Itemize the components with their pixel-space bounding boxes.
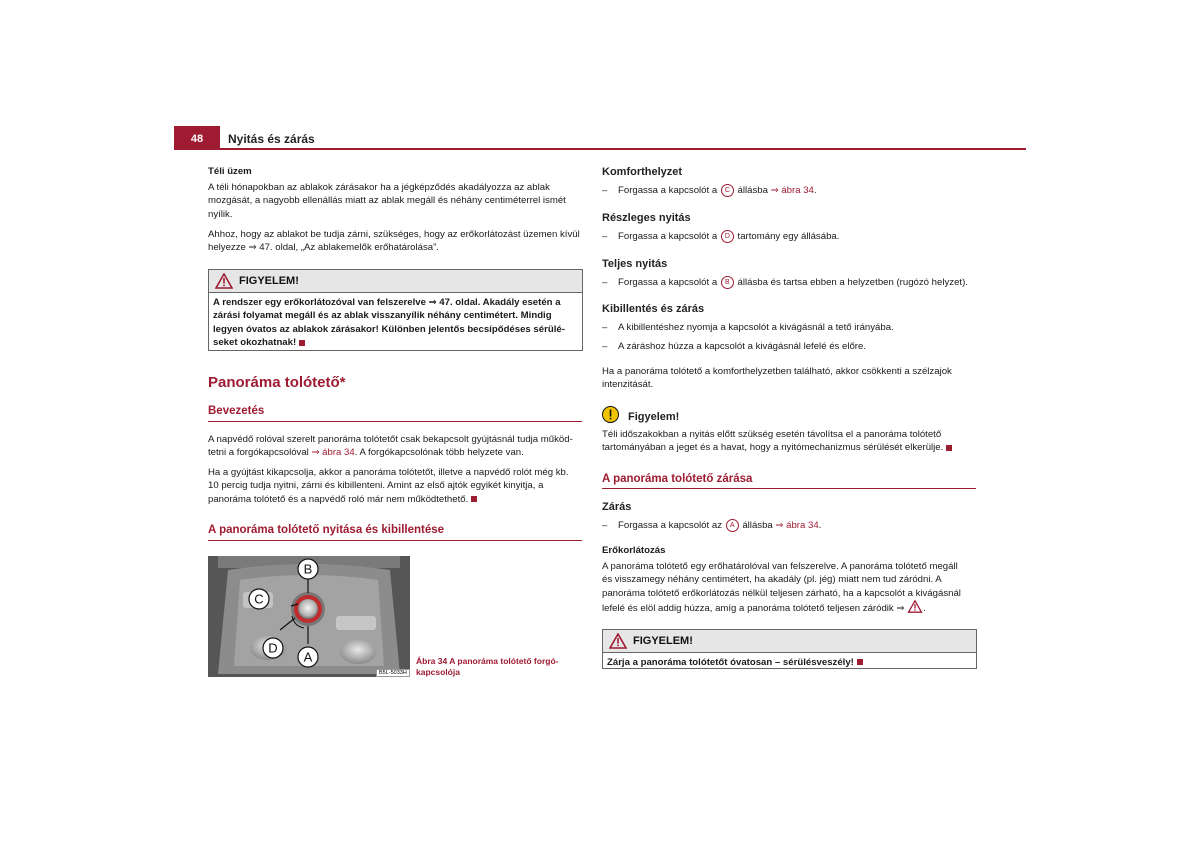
warning-label: FIGYELEM! [633, 635, 693, 647]
zaras-heading: Zárás [602, 501, 632, 513]
text-line: Téli időszakokban a nyitás előtt szükség esetén távolítsa el a panoráma tolótető [602, 429, 942, 440]
caution-label: Figyelem! [628, 411, 680, 423]
text-line: panoráma tolótető és a napvédő roló már nem működtethető. [208, 493, 469, 505]
end-square-icon [299, 340, 305, 346]
text-line: A napvédő rolóval szerelt panoráma tolótetőt csak bekapcsolt gyújtásnál tudja működ- [208, 434, 573, 445]
erokorlatozas-heading: Erőkorlátozás [602, 545, 666, 556]
warning-box [602, 629, 977, 669]
warning-triangle-icon [907, 600, 923, 613]
text-line: és visszamegy néhány centimétert, ha akadály (pl. jég) miatt nem tud záródni. A [602, 574, 942, 586]
text-line: lefelé és elöl addig húzza, amíg a panoráma tolótető teljesen záródik ⇒ [602, 603, 905, 615]
komfort-note [602, 365, 952, 392]
heading-rule [208, 421, 582, 422]
dash: – [602, 341, 608, 352]
instruction-row [602, 519, 982, 533]
position-a-icon: A [726, 519, 739, 532]
dash: – [602, 185, 608, 196]
heading-rule [208, 540, 582, 541]
caution-text [602, 428, 952, 455]
text-line: tartomány egy állásába. [737, 231, 840, 243]
switch-figure [208, 556, 410, 677]
chapter-title: Nyitás és zárás [228, 132, 315, 146]
figure-caption [416, 656, 576, 678]
nyitas-heading: A panoráma tolótető nyitása és kibillentése [208, 524, 445, 536]
warning-text [603, 653, 976, 672]
text-line: mozgását, a nagyobb ellenállás miatt az ablak megáll és néhány centiméterrel ismét [208, 195, 566, 207]
reszleges-nyitas-heading: Részleges nyitás [602, 212, 691, 224]
text-line: A záráshoz húzza a kapcsolót a kivágásnál lefelé és előre. [618, 341, 866, 352]
label-a: A [303, 649, 313, 665]
figure-reference-link[interactable]: ⇒ ábra 34 [311, 447, 355, 459]
end-square-icon [946, 445, 952, 451]
instruction-row [602, 184, 982, 198]
text-line: Ha a gyújtást kikapcsolja, akkor a panoráma tolótetőt, illetve a napvédő rolót még kb. [208, 467, 569, 478]
warning-triangle-icon [609, 633, 627, 649]
text-line: . [818, 520, 822, 532]
teljes-nyitas-heading: Teljes nyitás [602, 258, 668, 270]
header-rule [174, 148, 1026, 150]
rotary-switch-illustration [208, 556, 410, 677]
figure-reference-link[interactable]: ⇒ ábra 34 [770, 185, 814, 197]
text-line: nyílik. [208, 208, 233, 220]
text-line: . [923, 603, 926, 615]
instruction-row [602, 230, 982, 244]
end-square-icon [471, 496, 477, 502]
text-line: Ha a panoráma tolótető a komforthelyzetben található, akkor csökkenti a szélzajok [602, 366, 952, 377]
text-line: Forgassa a kapcsolót a [618, 185, 718, 197]
position-c-icon: C [721, 184, 734, 197]
text-line: tetni a forgókapcsolóval [208, 447, 312, 459]
figure-reference-link[interactable]: ⇒ ábra 34 [775, 520, 819, 532]
position-d-icon: D [721, 230, 734, 243]
teli-paragraph-1 [208, 181, 566, 221]
label-b: B [303, 561, 313, 577]
text-line: . A forgókapcsolónak több helyzete van. [354, 447, 524, 459]
text-line: Ahhoz, hogy az ablakot be tudja zárni, szükséges, hogy az erőkorlátozást üzemen kívül [208, 229, 580, 240]
dash: – [602, 277, 608, 288]
position-b-icon: B [721, 276, 734, 289]
dash: – [602, 231, 608, 242]
erokorlatozas-text [602, 560, 961, 616]
text-line: . [813, 185, 817, 197]
text-line: helyezze [208, 242, 249, 254]
instruction-row [602, 276, 982, 290]
text-line: állásba [742, 520, 773, 532]
text-line: zárási folyamat megáll és az ablak visszanyílik néhány centimétert. Mindig [213, 310, 552, 322]
text-line: Forgassa a kapcsolót a [618, 231, 718, 243]
teli-paragraph-2 [208, 228, 580, 255]
warning-header [209, 270, 582, 293]
teli-uzem-heading: Téli üzem [208, 166, 252, 177]
text-line: panoráma tolótető erőkorlátozás nélkül teljesen zárható, ha a kapcsolót a kivágásnál [602, 587, 961, 599]
text-line: A rendszer egy erőkorlátozóval van felszerelve ⇒ 47. oldal. Akadály esetén a [213, 297, 561, 308]
text-line: seket okozhatnak! [213, 337, 297, 349]
kibillentes-heading: Kibillentés és zárás [602, 303, 705, 315]
text-line: 10 percig tudja nyitni, zárni és kibillenteni. Amint az első ajtók egyikét kinyitja, a [208, 480, 544, 492]
text-line: A kibillentéshez nyomja a kapcsolót a kivágásnál a tető irányába. [618, 322, 894, 333]
text-line: legyen óvatos az ablakok zárásakor! Különben jelentős becsípődéses sérülé- [213, 323, 565, 335]
text-line: tartományában a jeget és a havat, hogy a nyitómechanizmus sérülését elkerülje. [602, 442, 944, 454]
instruction-row [602, 340, 982, 354]
warning-header [603, 630, 976, 653]
end-square-icon [857, 659, 863, 665]
section-heading: Panoráma tolótető* [208, 374, 346, 391]
label-c: C [254, 591, 264, 607]
text-line: állásba [737, 185, 768, 197]
instruction-row [602, 321, 982, 335]
caution-icon [602, 406, 619, 423]
label-d: D [268, 640, 278, 656]
page-reference-link[interactable]: ⇒ 47. oldal, „Az ablakemelők erőhatárolása”. [248, 242, 439, 254]
page-number: 48 [174, 126, 220, 148]
bevezetes-heading: Bevezetés [208, 405, 265, 417]
heading-rule [602, 488, 976, 489]
text-line: Ábra 34 A panoráma tolótető forgó- [416, 656, 559, 666]
text-line: Forgassa a kapcsolót a [618, 277, 718, 289]
text-line: A téli hónapokban az ablakok zárásakor ha a jégképződés akadályozza az ablak [208, 182, 550, 193]
bevezetes-paragraph-1 [208, 433, 573, 460]
text-line: kapcsolója [416, 667, 460, 677]
text-line: állásba és tartsa ebben a helyzetben (rugózó helyzet). [737, 277, 968, 289]
komforthelyzet-heading: Komforthelyzet [602, 166, 683, 178]
warning-triangle-icon [215, 273, 233, 289]
zarasa-heading: A panoráma tolótető zárása [602, 473, 753, 485]
warning-box [208, 269, 583, 351]
figure-code: B5L-5033H [376, 669, 410, 677]
text-line: Zárja a panoráma tolótetőt óvatosan – sérülésveszély! [607, 657, 854, 668]
text-line: intenzitását. [602, 379, 654, 391]
warning-label: FIGYELEM! [239, 275, 299, 287]
dash: – [602, 520, 608, 531]
warning-text [209, 293, 582, 353]
bevezetes-paragraph-2 [208, 466, 569, 506]
text-line: Forgassa a kapcsolót az [618, 520, 722, 532]
dash: – [602, 322, 608, 333]
text-line: A panoráma tolótető egy erőhatárolóval van felszerelve. A panoráma tolótető megáll [602, 561, 958, 572]
